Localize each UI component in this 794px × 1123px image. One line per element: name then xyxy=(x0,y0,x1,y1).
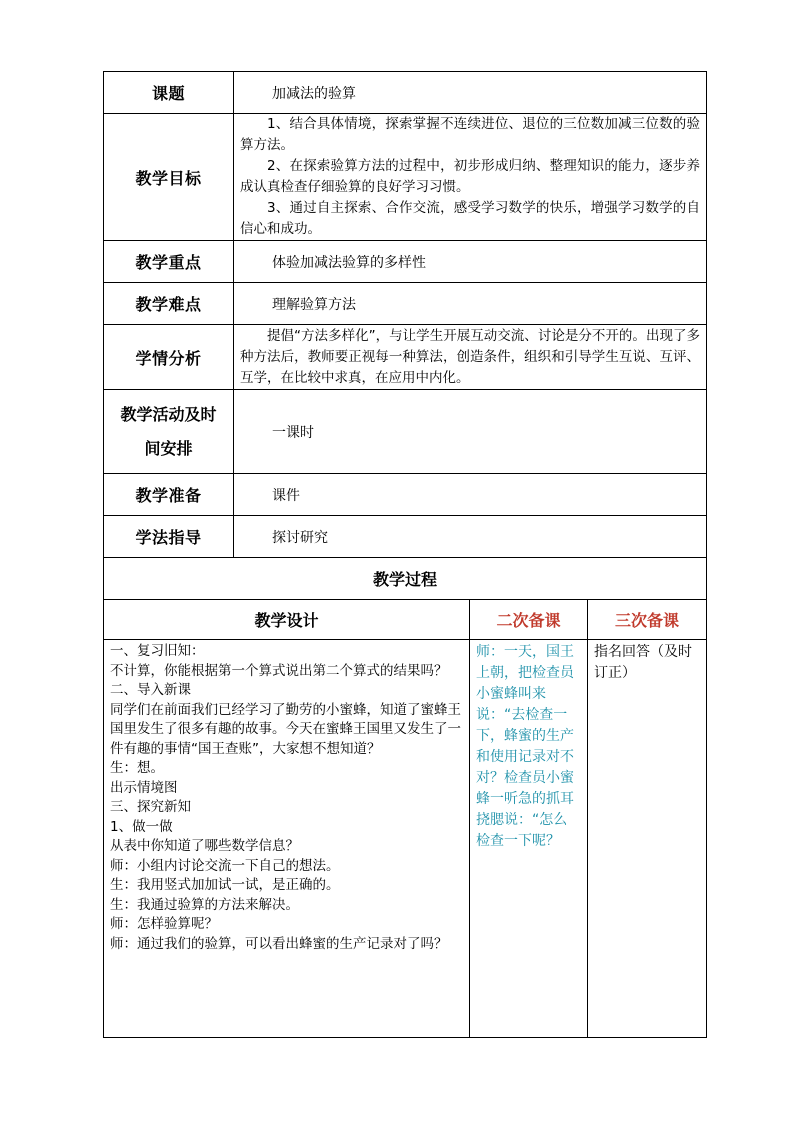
design-line: 三、探究新知 xyxy=(110,799,191,815)
prep-label: 教学准备 xyxy=(104,474,234,516)
method-value: 探讨研究 xyxy=(234,516,707,558)
col-third-header: 三次备课 xyxy=(588,600,707,640)
row-schedule xyxy=(104,390,707,474)
design-line: 生：我用竖式加加试一试，是正确的。 xyxy=(110,877,340,893)
row-method xyxy=(104,516,707,558)
third-prep-content: 指名回答（及时订正） xyxy=(588,640,707,1038)
col-design-header: 教学设计 xyxy=(104,600,470,640)
design-line: 生：想。 xyxy=(110,760,164,776)
row-prep xyxy=(104,474,707,516)
design-line: 一、复习旧知： xyxy=(110,643,205,659)
difficulty-label: 教学难点 xyxy=(104,283,234,325)
row-goals xyxy=(104,114,707,241)
schedule-label xyxy=(104,390,234,474)
design-line: 师：怎样验算呢？ xyxy=(110,916,218,932)
process-title: 教学过程 xyxy=(104,558,707,600)
goals-label: 教学目标 xyxy=(104,114,234,241)
topic-value: 加减法的验算 xyxy=(234,72,707,114)
design-line: 同学们在前面我们已经学习了勤劳的小蜜蜂，知道了蜜蜂王国里发生了很多有趣的故事。今天在蜜蜂王国里又发生了一件有趣的事情“国王查账”，大家想不想知道？ xyxy=(110,701,461,757)
analysis-label: 学情分析 xyxy=(104,325,234,390)
row-process-title xyxy=(104,558,707,600)
method-label: 学法指导 xyxy=(104,516,234,558)
goal-item-2: 2、在探索验算方法的过程中，初步形成归纳、整理知识的能力，逐步养成认真检查仔细验算的良好学习习惯。 xyxy=(240,158,700,195)
prep-value: 课件 xyxy=(234,474,707,516)
schedule-value: 一课时 xyxy=(234,390,707,474)
schedule-label-line2: 间安排 xyxy=(144,438,193,458)
design-line: 师：小组内讨论交流一下自己的想法。 xyxy=(110,857,340,874)
lesson-plan-table xyxy=(103,71,707,1038)
design-content xyxy=(104,640,470,1038)
key-point-label: 教学重点 xyxy=(104,241,234,283)
schedule-label-line1: 教学活动及时 xyxy=(120,404,217,424)
row-analysis xyxy=(104,325,707,390)
design-line: 师：通过我们的验算，可以看出蜂蜜的生产记录对了吗？ xyxy=(110,935,448,952)
difficulty-value: 理解验算方法 xyxy=(234,283,707,325)
design-line: 生：我通过验算的方法来解决。 xyxy=(110,896,299,913)
design-line: 二、导入新课 xyxy=(110,682,191,698)
analysis-value xyxy=(234,325,707,390)
goal-item-3: 3、通过自主探索、合作交流，感受学习数学的快乐，增强学习数学的自信心和成功。 xyxy=(240,200,700,237)
design-line: 1、做一做 xyxy=(110,818,173,835)
key-point-value: 体验加减法验算的多样性 xyxy=(234,241,707,283)
goals-list xyxy=(234,114,707,241)
row-process-columns xyxy=(104,600,707,640)
row-process-content xyxy=(104,640,707,1038)
goal-item-1: 1、结合具体情境，探索掌握不连续进位、退位的三位数加减三位数的验算方法。 xyxy=(240,116,700,153)
row-key-point xyxy=(104,241,707,283)
design-line: 不计算，你能根据第一个算式说出第二个算式的结果吗？ xyxy=(110,662,448,679)
design-line: 出示情境图 xyxy=(110,779,178,796)
analysis-text: 提倡“方法多样化”，与让学生开展互动交流、讨论是分不开的。出现了多种方法后，教师要正视每一种算法，创造条件，组织和引导学生互说、互评、互学，在比较中求真，在应用中内化。 xyxy=(240,327,700,386)
row-topic xyxy=(104,72,707,114)
design-line: 从表中你知道了哪些数学信息？ xyxy=(110,838,299,854)
second-prep-content: 师：一天，国王上朝，把检查员小蜜蜂叫来说：“去检查一下，蜂蜜的生产和使用记录对不对？检查员小蜜蜂一听急的抓耳挠腮说：“怎么检查一下呢？ xyxy=(470,640,588,1038)
topic-label: 课题 xyxy=(104,72,234,114)
row-difficulty xyxy=(104,283,707,325)
col-second-header: 二次备课 xyxy=(470,600,588,640)
